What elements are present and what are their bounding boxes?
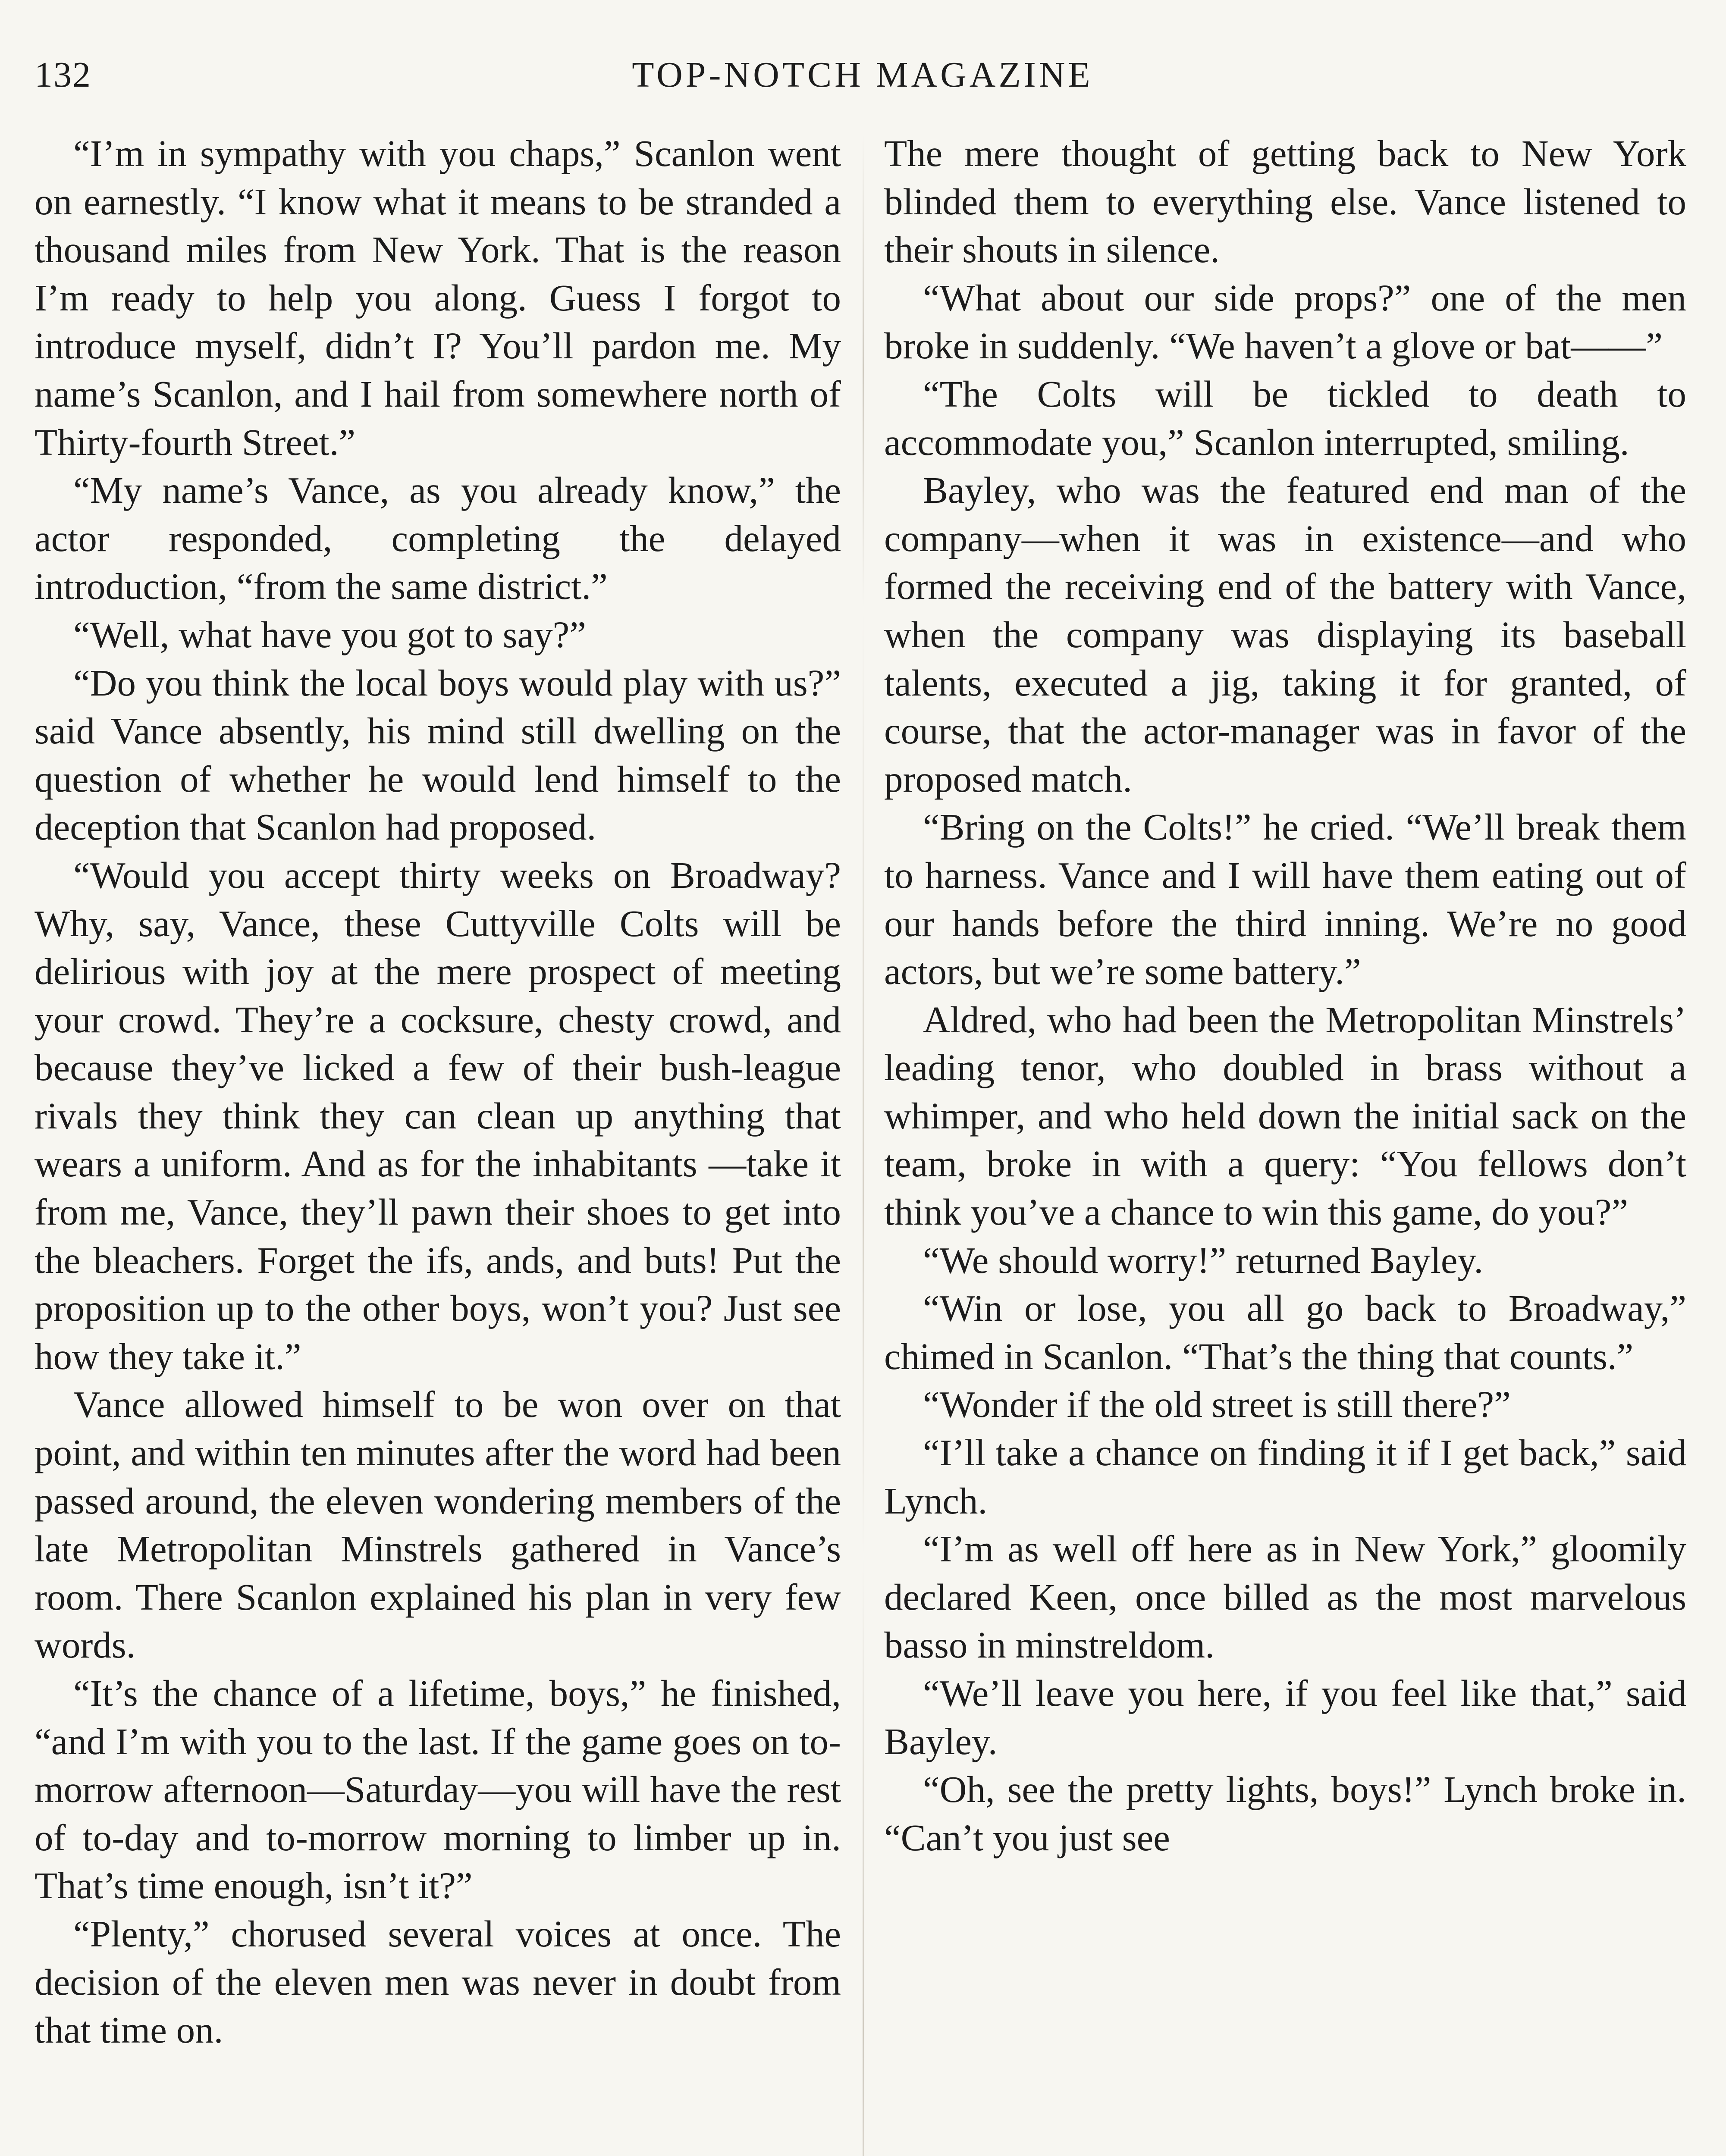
running-title: TOP-NOTCH MAGAZINE (632, 55, 1093, 95)
paragraph: “I’m as well off here as in New York,” gloomily declared Keen, once billed as the most marvelous basso in minstreldom. (884, 1528, 1686, 1666)
paragraph: Bayley, who was the featured end man of the company—when it was in existence—and who formed the receiving end of the battery with Vance, when the company was displaying its baseball talents, executed a jig, taking it for granted, of course, that the actor-manager was in favor of the proposed match. (884, 469, 1686, 800)
paragraph: “Plenty,” chorused several voices at once. The decision of the eleven men was never in doubt from that time on. (35, 1912, 841, 2051)
paragraph: Vance allowed himself to be won over on that point, and within ten minutes after the word had been passed around, the eleven wondering members of the late Metropolitan Minstrels gathered in Vance’s room. There Scanlon explained his plan in very few words. (35, 1383, 841, 1666)
paragraph: “I’m in sympathy with you chaps,” Scanlon went on earnestly. “I know what it means to be stranded a thousand miles from New York. That is the reason I’m ready to help you along. Guess I forgot to introduce myself, didn’t I? You’ll pardon me. My name’s Scanlon, and I hail from somewhere north of Thirty-fourth Street.” (35, 132, 841, 463)
page-header (35, 54, 1691, 101)
paragraph: “We should worry!” returned Bayley. (923, 1239, 1484, 1281)
paragraph: “Would you accept thirty weeks on Broadway? Why, say, Vance, these Cuttyville Colts will be delirious with joy at the mere prospect of meeting your crowd. They’re a cocksure, chesty crowd, and because they’ve licked a few of their bush-league rivals they think they can clean up anything that wears a uniform. And as for the inhabitants —take it from me, Vance, they’ll pawn their shoes to get into the bleachers. Forget the ifs, ands, and buts! Put the proposition up to the other boys, won’t you? Just see how they take it.” (35, 854, 841, 1377)
column-divider (863, 134, 864, 2156)
paragraph: “The Colts will be tickled to death to accommodate you,” Scanlon interrupted, smiling. (884, 373, 1686, 463)
paragraph: “Win or lose, you all go back to Broadway,” chimed in Scanlon. “That’s the thing that counts.” (884, 1287, 1686, 1377)
paragraph: “Well, what have you got to say?” (73, 613, 586, 655)
paragraph: “It’s the chance of a lifetime, boys,” he finished, “and I’m with you to the last. If the game goes on to-morrow afternoon—Saturday—you will have the rest of to-day and to-morrow morning to limber up in. That’s time enough, isn’t it?” (35, 1672, 841, 1907)
paragraph: “Bring on the Colts!” he cried. “We’ll break them to harness. Vance and I will have them eating out of our hands before the third inning. We’re no good actors, but we’re some battery.” (884, 806, 1686, 993)
paragraph: “I’ll take a chance on finding it if I get back,” said Lynch. (884, 1432, 1686, 1522)
paragraph: The mere thought of getting back to New York blinded them to everything else. Vance listened to their shouts in silence. (884, 132, 1686, 271)
left-column (35, 129, 841, 2156)
paragraph: “Oh, see the pretty lights, boys!” Lynch broke in. “Can’t you just see (884, 1768, 1686, 1858)
right-column (884, 129, 1686, 2156)
paragraph: Aldred, who had been the Metropolitan Minstrels’ leading tenor, who doubled in brass without a whimper, and who held down the initial sack on the team, broke in with a query: “You fellows don’t think you’ve a chance to win this game, do you?” (884, 998, 1686, 1233)
paragraph: “Wonder if the old street is still there?” (923, 1383, 1511, 1426)
paragraph: “My name’s Vance, as you already know,” the actor responded, completing the delayed introduction, “from the same district.” (35, 469, 841, 608)
paragraph: “We’ll leave you here, if you feel like that,” said Bayley. (884, 1672, 1686, 1762)
paragraph: “Do you think the local boys would play with us?” said Vance absently, his mind still dwelling on the question of whether he would lend himself to the deception that Scanlon had proposed. (35, 661, 841, 848)
paragraph: “What about our side props?” one of the men broke in suddenly. “We haven’t a glove or bat——” (884, 276, 1686, 367)
page-number: 132 (35, 55, 91, 95)
